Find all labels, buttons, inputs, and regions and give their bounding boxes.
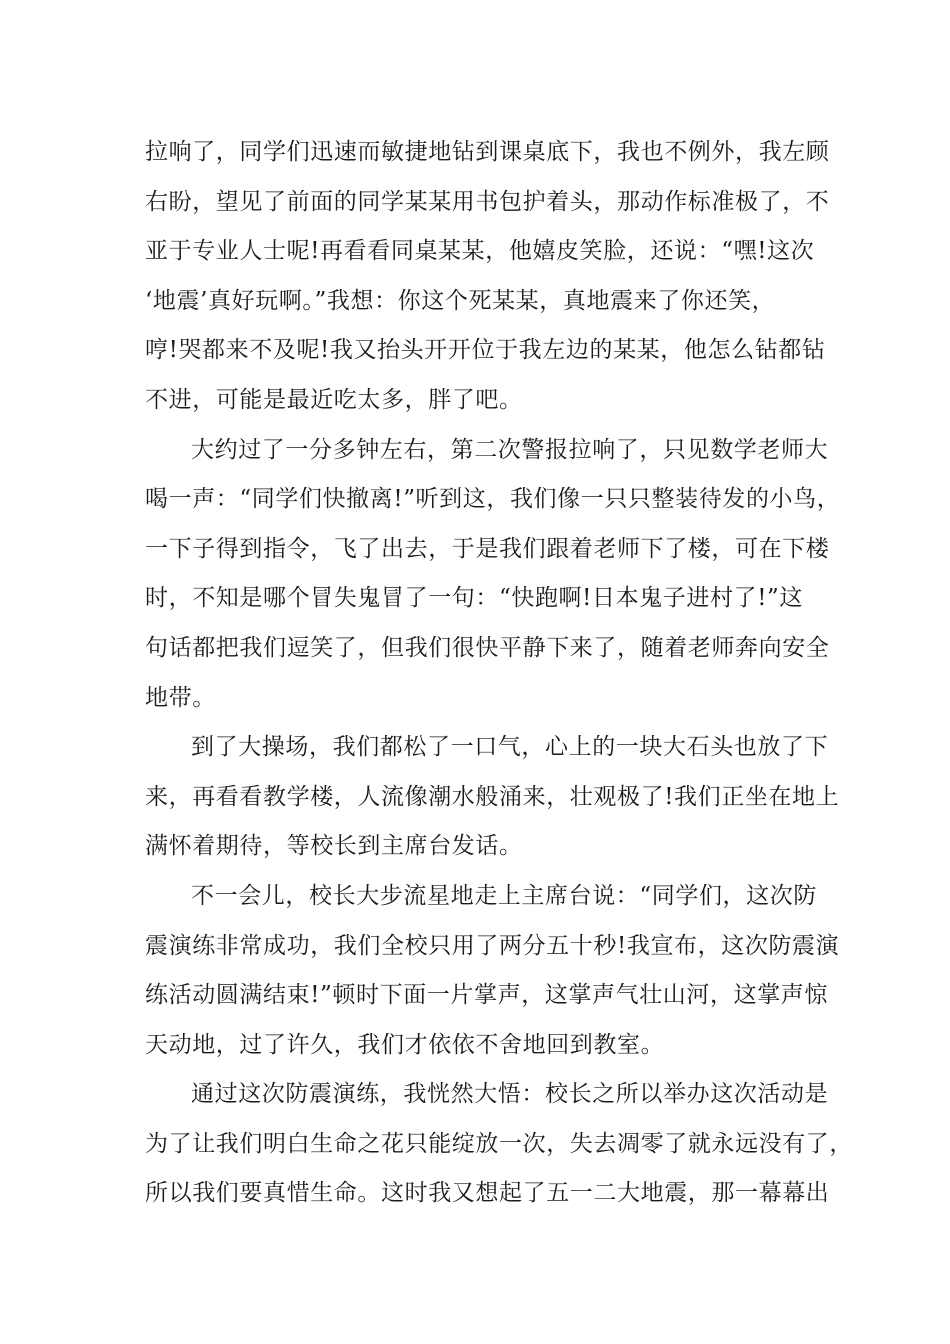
text-line: 哼!哭都来不及呢!我又抬头开开位于我左边的某某，他怎么钻都钻	[145, 337, 826, 364]
text-line: 震演练非常成功，我们全校只用了两分五十秒!我宣布，这次防震演	[145, 932, 840, 959]
text-line: 一下子得到指令，飞了出去，于是我们跟着老师下了楼，可在下楼	[145, 535, 830, 562]
text-line: 为了让我们明白生命之花只能绽放一次，失去凋零了就永远没有了，	[145, 1130, 853, 1157]
text-line: 满怀着期待，等校长到主席台发话。	[145, 833, 523, 860]
text-line: 到了大操场，我们都松了一口气，心上的一块大石头也放了下	[191, 734, 829, 761]
text-line: 来，再看看教学楼，人流像潮水般涌来，壮观极了!我们正坐在地上	[145, 783, 840, 810]
text-line: 喝一声：“同学们快撤离!”听到这，我们像一只只整装待发的小鸟，	[145, 486, 841, 513]
text-line: 右盼，望见了前面的同学某某用书包护着头，那动作标准极了，不	[145, 188, 830, 215]
text-line: 天动地，过了许久，我们才依依不舍地回到教室。	[145, 1031, 665, 1058]
text-line: 大约过了一分多钟左右，第二次警报拉响了，只见数学老师大	[191, 436, 829, 463]
paragraph-4	[145, 872, 840, 1070]
paragraph-5	[145, 1070, 853, 1219]
text-line: ‘地震’真好玩啊。”我想：你这个死某某，真地震来了你还笑，	[145, 287, 776, 314]
paragraph-1	[145, 128, 830, 426]
text-line: 不一会儿，校长大步流星地走上主席台说：“同学们，这次防	[191, 882, 817, 909]
text-line: 句话都把我们逗笑了，但我们很快平静下来了，随着老师奔向安全	[145, 634, 830, 661]
paragraph-3	[145, 723, 840, 872]
text-line: 拉响了，同学们迅速而敏捷地钻到课桌底下，我也不例外，我左顾	[145, 139, 830, 165]
document-body	[145, 128, 853, 1219]
text-line: 练活动圆满结束!”顿时下面一片掌声，这掌声气壮山河，这掌声惊	[145, 982, 829, 1009]
text-line: 不进，可能是最近吃太多，胖了吧。	[145, 386, 523, 413]
text-line: 亚于专业人士呢!再看看同桌某某，他嬉皮笑脸，还说：“嘿!这次	[145, 238, 815, 265]
text-line: 时，不知是哪个冒失鬼冒了一句：“快跑啊!日本鬼子进村了!”这	[145, 585, 804, 612]
text-line: 通过这次防震演练，我恍然大悟：校长之所以举办这次活动是	[191, 1081, 829, 1108]
text-line: 地带。	[145, 684, 216, 711]
text-line: 所以我们要真惜生命。这时我又想起了五一二大地震，那一幕幕出	[145, 1180, 830, 1207]
paragraph-2	[145, 426, 841, 724]
